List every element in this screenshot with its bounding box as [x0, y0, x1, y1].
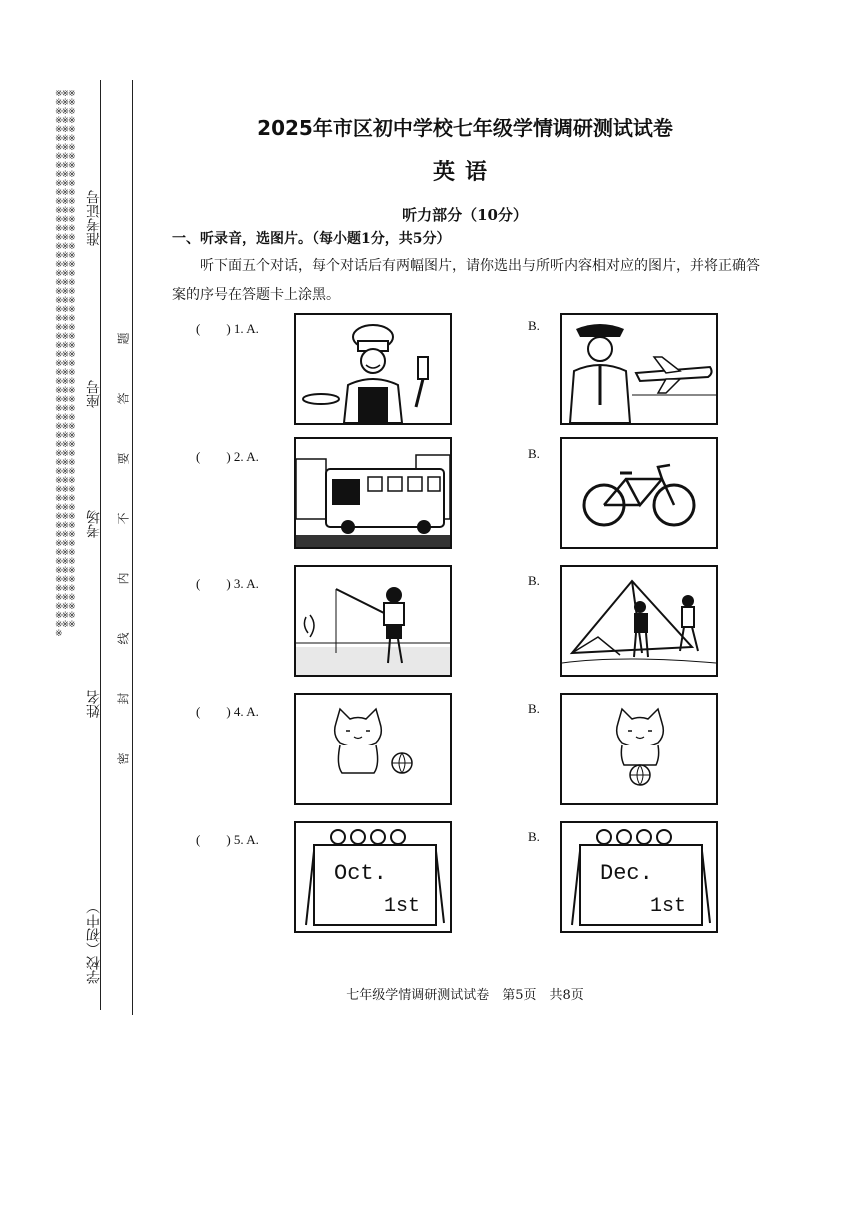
picture-4a-cat-beside-ball[interactable] [294, 693, 452, 805]
question-1-option-b-label: B. [528, 318, 540, 333]
seal-char: 答 [116, 392, 131, 405]
calendar-icon [296, 823, 450, 931]
instructions: 听下面五个对话，每个对话后有两幅图片，请你选出与所听内容相对应的图片，并将正确答案的序号在答题卡上涂黑。 [172, 258, 760, 303]
fishing-icon [296, 567, 450, 675]
pilot-icon [562, 315, 716, 423]
seal-char: 不 [116, 512, 131, 525]
exam-title: 2025年市区初中学校七年级学情调研测试试卷 [257, 116, 673, 140]
seal-char: 线 [116, 632, 131, 645]
picture-5b-calendar-dec[interactable] [560, 821, 718, 933]
margin-pattern: ※※※※※※※※※※※※※※※※※※※※※※※※※※※※※※※※※※※※※※※※※※※※※※※※※※※※※※※※※※※※※※※※※※※※※※※※※※※※※※※※※※※※※※※※※※※※※※※※※※※※※※※※※※※※※※※※※※※※※※※※※※※※※※※※※※※※※※※※※※※※※※※※※※※※※※※※※※※※※※※※※※※※※※※※※※※※※※※※※※※※※ [55, 90, 75, 639]
picture-1b-pilot[interactable] [560, 313, 718, 425]
page-footer: 七年级学情调研测试试卷 第5页 共8页 [346, 988, 584, 1003]
school-label: 学校（初中） [86, 900, 102, 984]
calendar-b-month: Dec. [600, 861, 653, 886]
seal-char: 要 [116, 452, 131, 465]
question-5-option-b-label: B. [528, 829, 540, 844]
picture-5a-calendar-oct[interactable] [294, 821, 452, 933]
question-4-label: ( ) 4. A. [196, 704, 259, 719]
seal-char: 封 [116, 692, 131, 705]
picture-3a-fishing[interactable] [294, 565, 452, 677]
picture-2a-bus[interactable] [294, 437, 452, 549]
question-3-option-b-label: B. [528, 573, 540, 588]
seat-label: 座号 [86, 380, 102, 408]
question-3-label: ( ) 3. A. [196, 576, 259, 591]
bicycle-icon [562, 439, 716, 547]
question-4-option-b-label: B. [528, 701, 540, 716]
calendar-b-day: 1st [650, 895, 687, 918]
question-1-label: ( ) 1. A. [196, 321, 259, 336]
picture-2b-bicycle[interactable] [560, 437, 718, 549]
cat-icon [296, 695, 450, 803]
question-5-label: ( ) 5. A. [196, 832, 259, 847]
room-label: 考场 [86, 510, 102, 538]
section-title: 听力部分（10分） [402, 206, 528, 224]
question-2-label: ( ) 2. A. [196, 449, 259, 464]
chef-icon [296, 315, 450, 423]
subject-title: 英语 [432, 160, 497, 185]
margin-line-2 [132, 80, 133, 1015]
seal-char: 密 [116, 752, 131, 765]
part-title: 一、听录音，选图片。（每小题1分，共5分） [172, 231, 451, 247]
name-label: 姓名 [86, 690, 102, 718]
bus-icon [296, 439, 450, 547]
tent-icon [562, 567, 716, 675]
seal-char: 内 [116, 572, 131, 585]
question-2-option-b-label: B. [528, 446, 540, 461]
calendar-a-month: Oct. [334, 861, 387, 886]
picture-3b-tent[interactable] [560, 565, 718, 677]
cat-icon [562, 695, 716, 803]
picture-1a-chef[interactable] [294, 313, 452, 425]
calendar-a-day: 1st [384, 895, 421, 918]
calendar-icon [562, 823, 716, 931]
binding-margin [0, 0, 140, 1030]
seal-char: 题 [116, 332, 131, 345]
picture-4b-cat-on-ball[interactable] [560, 693, 718, 805]
exam-id-label: 准考证号 [86, 190, 102, 246]
